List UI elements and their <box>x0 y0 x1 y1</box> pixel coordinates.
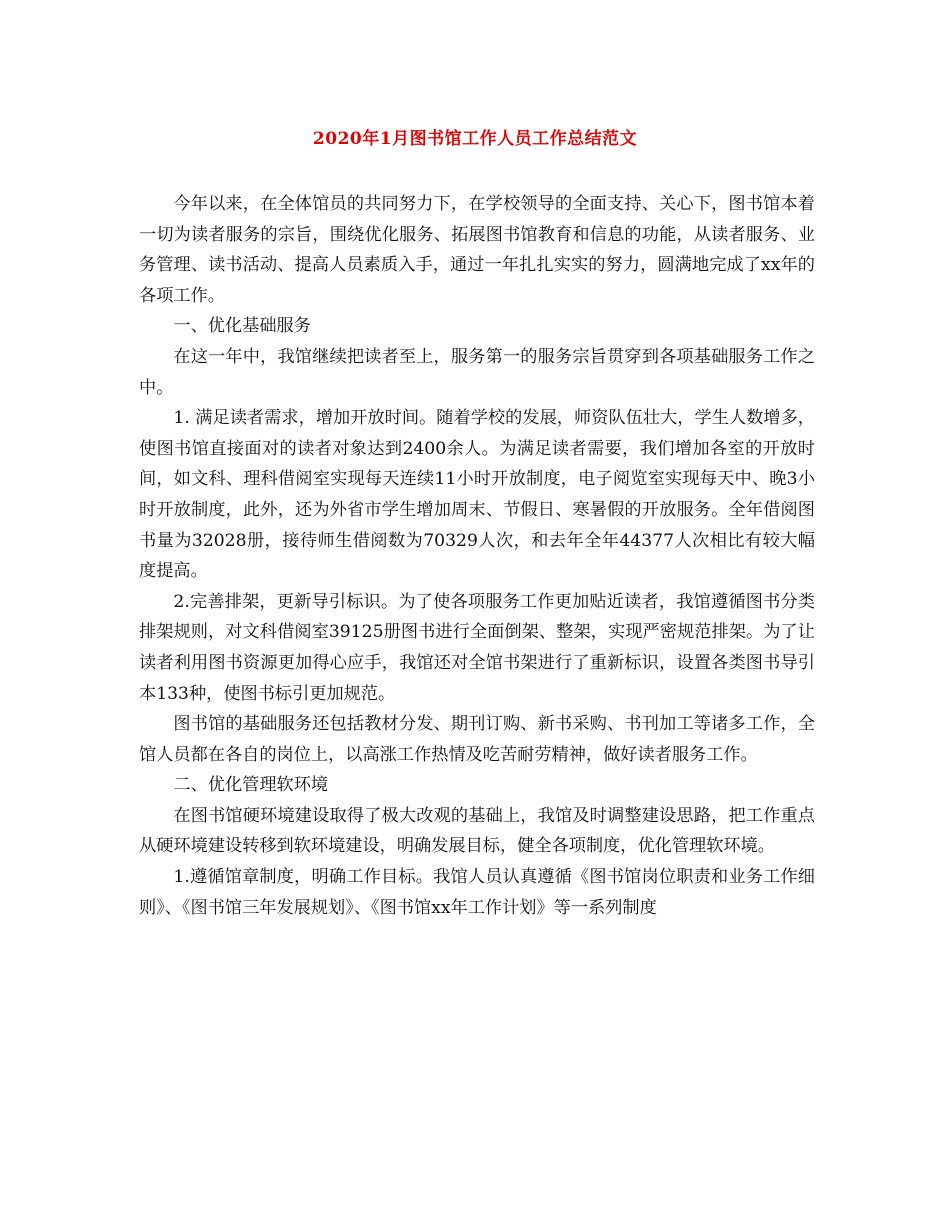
paragraph: 在图书馆硬环境建设取得了极大改观的基础上，我馆及时调整建设思路，把工作重点从硬环境建设转移到软环境建设，明确发展目标，健全各项制度，优化管理软环境。 <box>139 805 815 857</box>
document-body <box>139 189 815 923</box>
paragraph: 今年以来，在全体馆员的共同努力下，在学校领导的全面支持、关心下，图书馆本着一切为读者服务的宗旨，围绕优化服务、拓展图书馆教育和信息的功能，从读者服务、业务管理、读书活动、提高人员素质入手，通过一年扎扎实实的努力，圆满地完成了xx年的各项工作。 <box>139 194 815 306</box>
document-title: 2020年1月图书馆工作人员工作总结范文 <box>312 129 638 149</box>
paragraph: 在这一年中，我馆继续把读者至上，服务第一的服务宗旨贯穿到各项基础服务工作之中。 <box>139 346 815 398</box>
section-heading: 二、优化管理软环境 <box>173 775 329 796</box>
section-heading: 一、优化基础服务 <box>173 316 311 337</box>
paragraph: 图书馆的基础服务还包括教材分发、期刊订购、新书采购、书刊加工等诸多工作，全馆人员都在各自的岗位上，以高涨工作热情及吃苦耐劳精神，做好读者服务工作。 <box>139 714 815 765</box>
paragraph: 1.遵循馆章制度，明确工作目标。我馆人员认真遵循《图书馆岗位职责和业务工作细则》、《图书馆三年发展规划》、《图书馆xx年工作计划》等一系列制度 <box>139 867 815 918</box>
paragraph: 2.完善排架，更新导引标识。为了使各项服务工作更加贴近读者，我馆遵循图书分类排架规则，对文科借阅室39125册图书进行全面倒架、整架，实现严密规范排架。为了让读者利用图书资源更加得心应手，我馆还对全馆书架进行了重新标识，设置各类图书导引本133种，使图书标引更加规范。 <box>139 591 815 704</box>
paragraph: 1. 满足读者需求，增加开放时间。随着学校的发展，师资队伍壮大，学生人数增多，使图书馆直接面对的读者对象达到2400余人。为满足读者需要，我们增加各室的开放时间，如文科、理科借阅室实现每天连续11小时开放制度，电子阅览室实现每天中、晚3小时开放制度，此外，还为外省市学生增加周末、节假日、寒暑假的开放服务。全年借阅图书量为32028册，接待师生借阅数为70329人次，和去年全年44377人次相比有较大幅度提高。 <box>139 408 815 582</box>
